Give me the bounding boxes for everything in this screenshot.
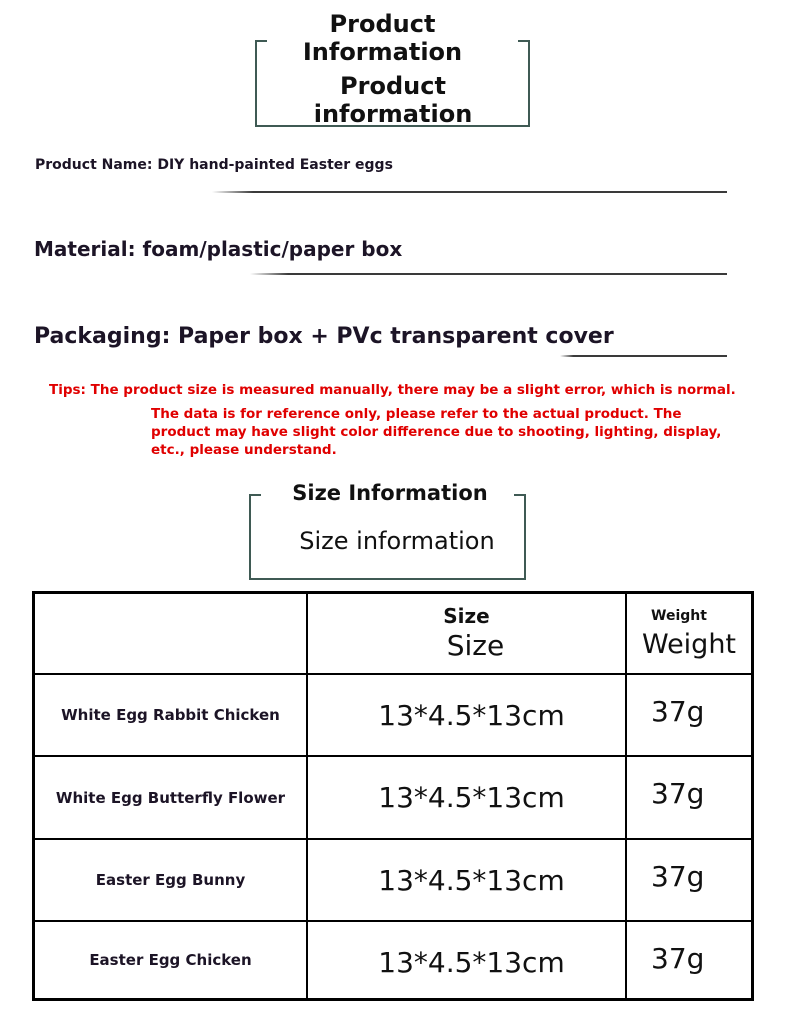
table-row-3-size: 13*4.5*13cm [378, 863, 565, 897]
packaging-rule [560, 355, 727, 357]
product-info-title: Product Information [290, 10, 475, 67]
table-row-1-size: 13*4.5*13cm [378, 698, 565, 732]
table-row-2-name: White Egg Butterfly Flower [55, 788, 286, 807]
product-name-rule [212, 191, 727, 193]
header-size-label: Size [443, 603, 490, 628]
material-text: Material: foam/plastic/paper box [34, 237, 403, 261]
table-header-size [308, 594, 625, 673]
header-weight-sublabel: Weight [641, 628, 737, 660]
table-row-3-weight: 37g [651, 859, 705, 893]
table-row-1-name: White Egg Rabbit Chicken [61, 706, 280, 724]
table-row-2-size: 13*4.5*13cm [378, 781, 565, 814]
table-row-4-size: 13*4.5*13cm [378, 945, 565, 979]
tips-line1: Tips: The product size is measured manually, there may be a slight error, which is normal. [49, 382, 736, 398]
table-row-4-weight: 37g [651, 941, 705, 975]
product-info-subtitle: Product information [313, 72, 473, 128]
header-size-sublabel: Size [446, 628, 505, 662]
size-table [32, 591, 754, 1001]
header-weight-label: Weight [651, 607, 707, 624]
size-info-title: Size Information [285, 481, 495, 506]
product-name-text: Product Name: DIY hand-painted Easter eggs [35, 157, 393, 173]
table-header-weight [627, 594, 751, 673]
table-row-4-name: Easter Egg Chicken [89, 951, 252, 969]
table-row-2-weight: 37g [651, 776, 705, 810]
size-info-subtitle: Size information [299, 527, 495, 555]
tips-line2: The data is for reference only, please refer to the actual product. The product may have slight color difference due to shooting, lighting, display, etc., please understand. [151, 406, 722, 458]
packaging-text: Packaging: Paper box + PVc transparent cover [34, 324, 614, 349]
table-row-3-name: Easter Egg Bunny [95, 871, 246, 889]
material-rule [250, 273, 727, 275]
table-row-1-weight: 37g [651, 694, 705, 728]
